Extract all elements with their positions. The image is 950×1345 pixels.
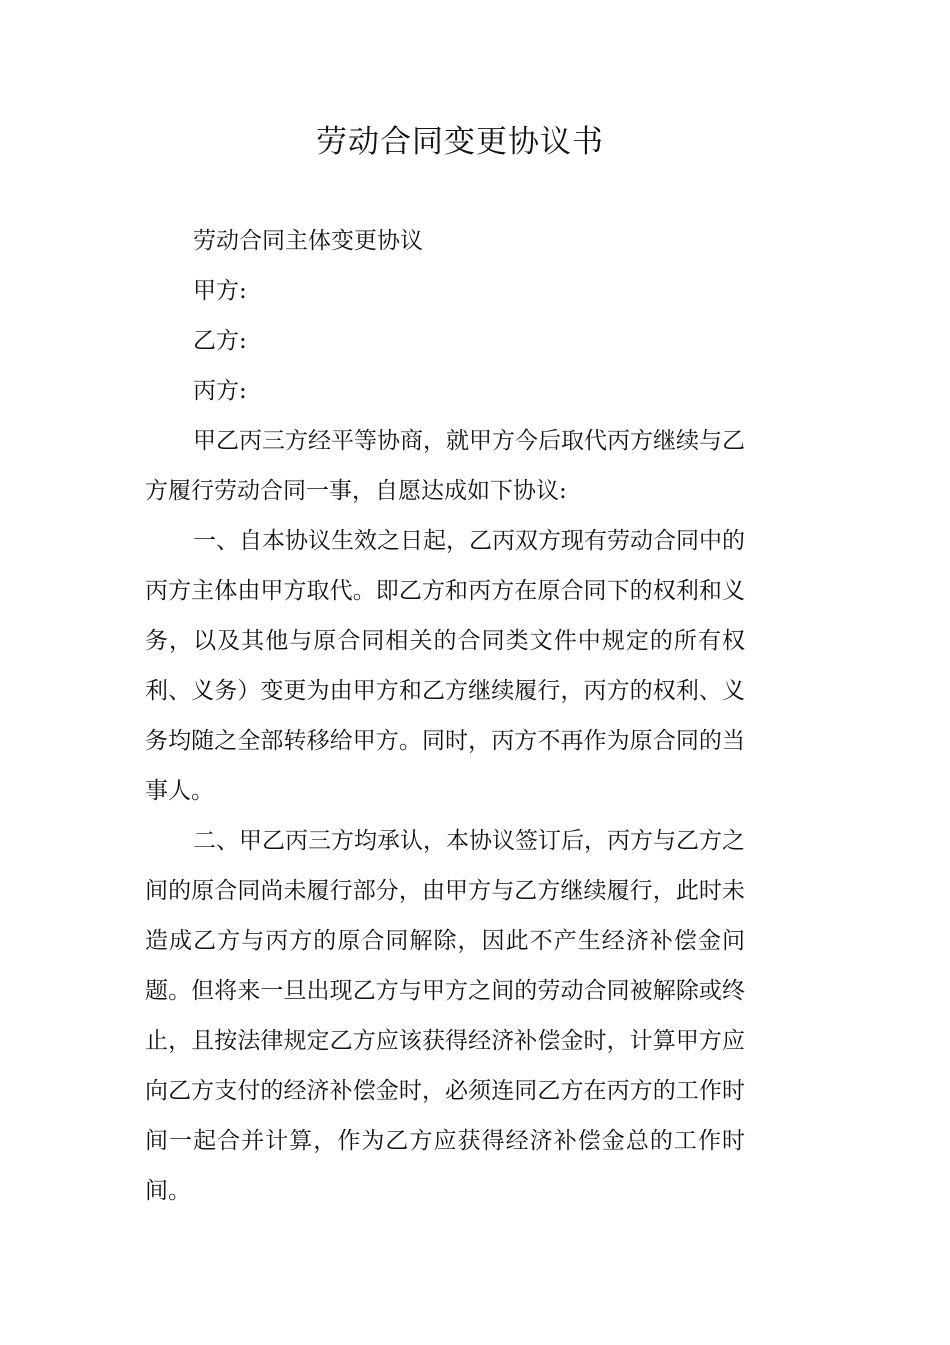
party-c-line: 丙方: bbox=[193, 378, 247, 404]
clause-2-paragraph: 二、甲乙丙三方均承认，本协议签订后，丙方与乙方之间的原合同尚未履行部分，由甲方与乙方继续履行，此时未造成乙方与丙方的原合同解除，因此不产生经济补偿金问题。但将来一旦出现乙方与甲方之间的劳动合同被解除或终止，且按法律规定乙方应该获得经济补偿金时，计算甲方应向乙方支付的经济补偿金时，必须连同乙方在丙方的工作时间一起合并计算，作为乙方应获得经济补偿金总的工作时间。 bbox=[145, 828, 745, 1204]
clause-1-paragraph: 一、自本协议生效之日起，乙丙双方现有劳动合同中的丙方主体由甲方取代。即乙方和丙方在原合同下的权利和义务，以及其他与原合同相关的合同类文件中规定的所有权利、义务）变更为由甲方和乙方继续履行，丙方的权利、义务均随之全部转移给甲方。同时，丙方不再作为原合同的当事人。 bbox=[145, 528, 745, 804]
party-b-line: 乙方: bbox=[193, 328, 247, 354]
document-title: 劳动合同变更协议书 bbox=[316, 124, 604, 160]
party-a-line: 甲方: bbox=[193, 278, 247, 304]
intro-paragraph: 甲乙丙三方经平等协商，就甲方今后取代丙方继续与乙方履行劳动合同一事，自愿达成如下协议: bbox=[145, 428, 745, 504]
agreement-subtitle: 劳动合同主体变更协议 bbox=[193, 228, 423, 254]
document-body bbox=[145, 216, 745, 1216]
